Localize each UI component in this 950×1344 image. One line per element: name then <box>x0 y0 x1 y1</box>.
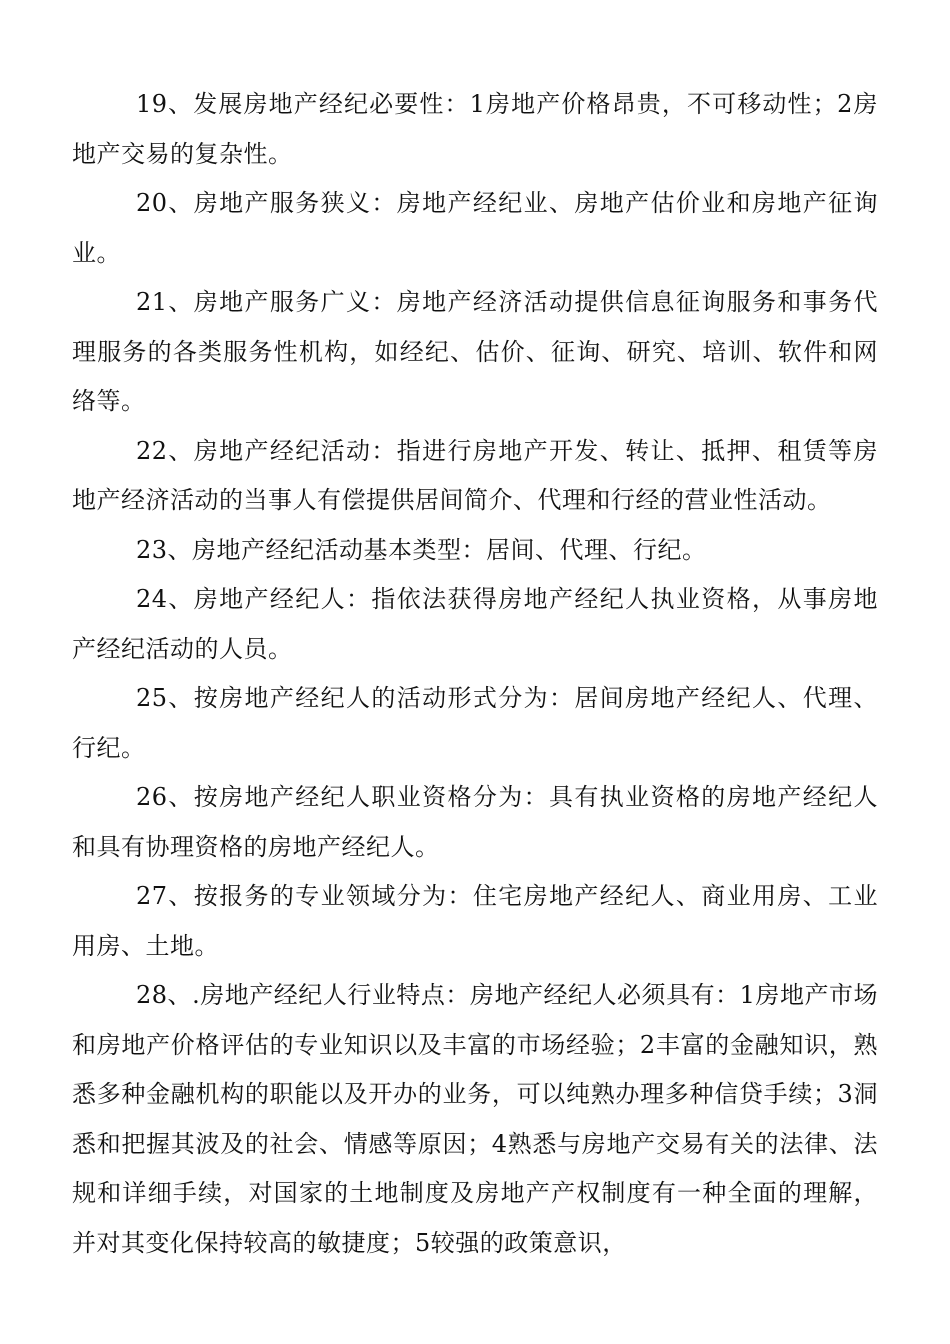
paragraph-27: 27、按报务的专业领域分为：住宅房地产经纪人、商业用房、工业用房、土地。 <box>72 882 878 960</box>
paragraph-24: 24、房地产经纪人：指依法获得房地产经纪人执业资格，从事房地产经纪活动的人员。 <box>72 585 878 663</box>
paragraph-25: 25、按房地产经纪人的活动形式分为：居间房地产经纪人、代理、行纪。 <box>72 684 878 762</box>
paragraph-23: 23、房地产经纪活动基本类型：居间、代理、行纪。 <box>136 535 707 564</box>
paragraph-19: 19、发展房地产经纪必要性：1房地产价格昂贵，不可移动性；2房地产交易的复杂性。 <box>72 90 878 168</box>
paragraph-22: 22、房地产经纪活动：指进行房地产开发、转让、抵押、租赁等房地产经济活动的当事人有偿提供居间简介、代理和行经的营业性活动。 <box>72 436 878 514</box>
paragraph-28: 28、.房地产经纪人行业特点：房地产经纪人必须具有：1房地产市场和房地产价格评估的专业知识以及丰富的市场经验；2丰富的金融知识，熟悉多种金融机构的职能以及开办的业务，可以纯熟办理多种信贷手续；3洞悉和把握其波及的社会、情感等原因；4熟悉与房地产交易有关的法律、法规和详细手续，对国家的土地制度及房地产产权制度有一种全面的理解，并对其变化保持较高的敏捷度；5较强的政策意识， <box>72 981 878 1257</box>
paragraph-21: 21、房地产服务广义：房地产经济活动提供信息征询服务和事务代理服务的各类服务性机构，如经纪、估价、征询、研究、培训、软件和网络等。 <box>72 288 878 415</box>
paragraph-26: 26、按房地产经纪人职业资格分为：具有执业资格的房地产经纪人和具有协理资格的房地产经纪人。 <box>72 783 878 861</box>
document-body <box>72 80 878 1268</box>
paragraph-20: 20、房地产服务狭义：房地产经纪业、房地产估价业和房地产征询业。 <box>72 189 878 267</box>
